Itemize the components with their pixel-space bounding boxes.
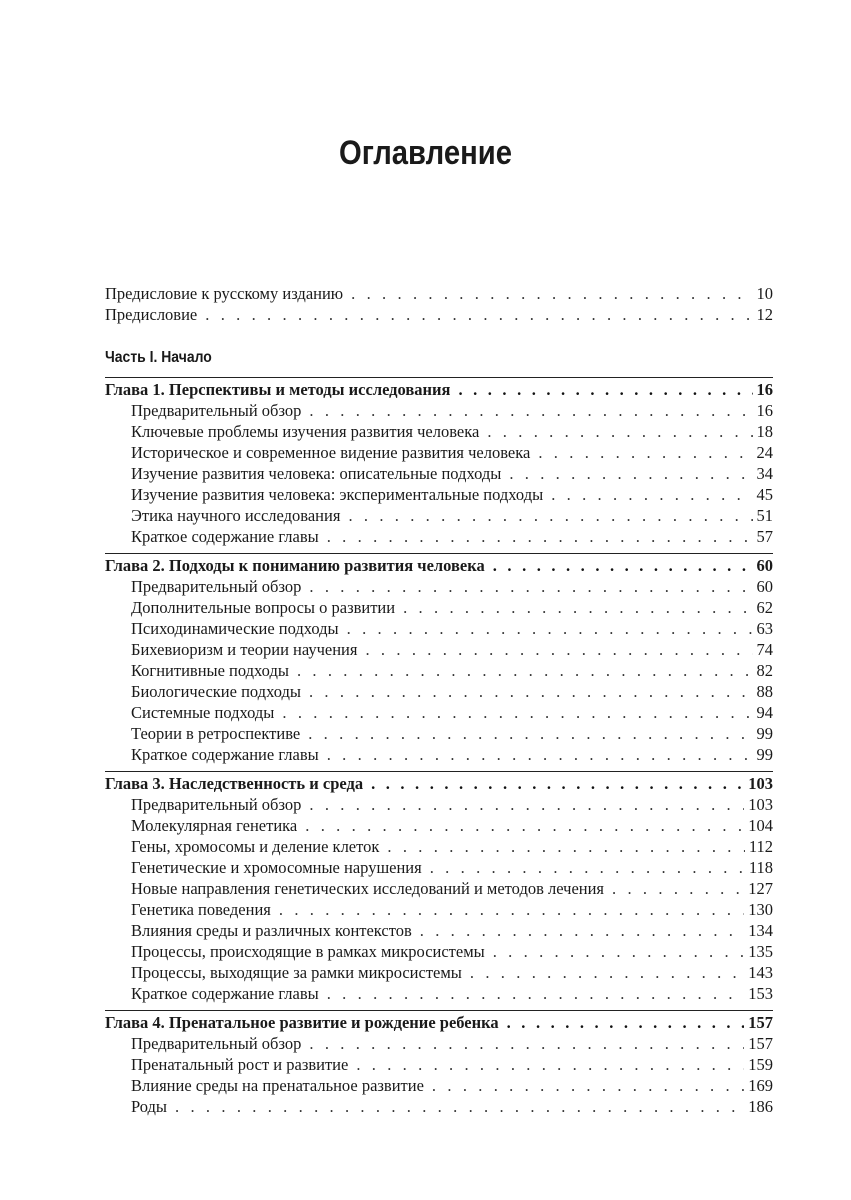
chapter-block	[105, 552, 773, 766]
section-entry[interactable]	[105, 505, 773, 526]
leader-dots	[308, 723, 752, 744]
section-label: Краткое содержание главы	[131, 527, 319, 546]
section-page: 169	[748, 1076, 773, 1095]
section-label: Генетические и хромосомные нарушения	[131, 858, 422, 877]
chapter-rule	[105, 377, 773, 378]
section-label: Психодинамические подходы	[131, 619, 339, 638]
toc-entry-page: 12	[756, 305, 773, 324]
section-label: Предварительный обзор	[131, 795, 302, 814]
section-label: Историческое и современное видение развития человека	[131, 443, 531, 462]
section-label: Гены, хромосомы и деление клеток	[131, 837, 380, 856]
chapter-label: Глава 4. Пренатальное развитие и рождение ребенка	[105, 1013, 499, 1032]
section-entry[interactable]	[105, 983, 773, 1004]
section-page: 99	[756, 724, 773, 743]
section-page: 63	[756, 619, 773, 638]
section-label: Влияние среды на пренатальное развитие	[131, 1076, 424, 1095]
leader-dots	[351, 283, 752, 304]
leader-dots	[432, 1075, 744, 1096]
leader-dots	[371, 773, 744, 794]
section-entry[interactable]	[105, 442, 773, 463]
section-label: Новые направления генетических исследований и методов лечения	[131, 879, 605, 898]
chapter-entry[interactable]	[105, 555, 773, 576]
leader-dots	[420, 920, 744, 941]
section-page: 104	[748, 816, 773, 835]
section-entry[interactable]	[105, 794, 773, 815]
leader-dots	[356, 1054, 744, 1075]
section-page: 74	[756, 640, 773, 659]
section-label: Пренатальный рост и развитие	[131, 1055, 349, 1074]
chapter-entry[interactable]	[105, 379, 773, 400]
section-label: Системные подходы	[131, 703, 275, 722]
section-page: 186	[748, 1097, 773, 1116]
section-entry[interactable]	[105, 815, 773, 836]
section-page: 112	[748, 837, 773, 856]
chapter-page: 103	[748, 774, 773, 793]
leader-dots	[458, 379, 752, 400]
chapter-block	[105, 1009, 773, 1118]
section-page: 118	[748, 858, 773, 877]
leader-dots	[309, 794, 744, 815]
section-entry[interactable]	[105, 1054, 773, 1075]
leader-dots	[612, 878, 744, 899]
leader-dots	[309, 400, 752, 421]
section-page: 143	[748, 963, 773, 982]
section-page: 82	[756, 661, 773, 680]
chapter-rule	[105, 553, 773, 554]
leader-dots	[327, 744, 753, 765]
section-label: Биологические подходы	[131, 682, 301, 701]
section-label: Ключевые проблемы изучения развития человека	[131, 422, 480, 441]
section-label: Бихевиоризм и теории научения	[131, 640, 358, 659]
section-entry[interactable]	[105, 941, 773, 962]
leader-dots	[538, 442, 752, 463]
leader-dots	[175, 1096, 744, 1117]
section-entry[interactable]	[105, 463, 773, 484]
section-label: Предварительный обзор	[131, 1034, 302, 1053]
section-page: 60	[756, 577, 773, 596]
section-label: Процессы, выходящие за рамки микросистемы	[131, 963, 462, 982]
section-entry[interactable]	[105, 526, 773, 547]
section-entry[interactable]	[105, 744, 773, 765]
leader-dots	[297, 660, 753, 681]
section-page: 157	[748, 1034, 773, 1053]
chapter-page: 16	[756, 380, 773, 399]
section-label: Предварительный обзор	[131, 577, 302, 596]
section-label: Этика научного исследования	[131, 506, 341, 525]
chapter-page: 157	[748, 1013, 773, 1032]
leader-dots	[403, 597, 752, 618]
chapter-label: Глава 3. Наследственность и среда	[105, 774, 364, 793]
leader-dots	[282, 702, 752, 723]
leader-dots	[309, 1033, 744, 1054]
toc-entry-label: Предисловие	[105, 305, 198, 324]
leader-dots	[551, 484, 752, 505]
section-entry[interactable]	[105, 1033, 773, 1054]
section-page: 62	[756, 598, 773, 617]
section-page: 159	[748, 1055, 773, 1074]
section-entry[interactable]	[105, 597, 773, 618]
chapter-label: Глава 1. Перспективы и методы исследования	[105, 380, 451, 399]
section-entry[interactable]	[105, 639, 773, 660]
section-entry[interactable]	[105, 576, 773, 597]
section-entry[interactable]	[105, 723, 773, 744]
section-page: 99	[756, 745, 773, 764]
section-entry[interactable]	[105, 962, 773, 983]
section-entry[interactable]	[105, 484, 773, 505]
section-entry[interactable]	[105, 421, 773, 442]
section-entry[interactable]	[105, 899, 773, 920]
section-page: 134	[748, 921, 773, 940]
section-page: 18	[756, 422, 773, 441]
section-label: Краткое содержание главы	[131, 745, 319, 764]
leader-dots	[387, 836, 744, 857]
section-entry[interactable]	[105, 878, 773, 899]
leader-dots	[493, 941, 745, 962]
section-page: 51	[756, 506, 773, 525]
section-entry[interactable]	[105, 920, 773, 941]
section-entry[interactable]	[105, 857, 773, 878]
section-page: 34	[756, 464, 773, 483]
section-label: Процессы, происходящие в рамках микросистемы	[131, 942, 485, 961]
leader-dots	[327, 526, 753, 547]
front-matter	[105, 283, 773, 325]
section-label: Генетика поведения	[131, 900, 271, 919]
section-entry[interactable]	[105, 660, 773, 681]
section-entry[interactable]	[105, 1075, 773, 1096]
section-label: Изучение развития человека: экспериментальные подходы	[131, 485, 544, 504]
leader-dots	[430, 857, 745, 878]
section-label: Когнитивные подходы	[131, 661, 289, 680]
section-label: Теории в ретроспективе	[131, 724, 301, 743]
toc-entry-label: Предисловие к русскому изданию	[105, 284, 344, 303]
section-label: Краткое содержание главы	[131, 984, 319, 1003]
leader-dots	[347, 618, 753, 639]
leader-dots	[205, 304, 752, 325]
section-entry[interactable]	[105, 618, 773, 639]
section-entry[interactable]	[105, 400, 773, 421]
section-page: 153	[748, 984, 773, 1003]
section-label: Влияния среды и различных контекстов	[131, 921, 412, 940]
leader-dots	[327, 983, 745, 1004]
chapter-rule	[105, 771, 773, 772]
section-label: Предварительный обзор	[131, 401, 302, 420]
chapter-page: 60	[756, 556, 773, 575]
chapter-block	[105, 376, 773, 548]
leader-dots	[493, 555, 753, 576]
leader-dots	[487, 421, 752, 442]
section-label: Роды	[131, 1097, 168, 1116]
section-page: 24	[756, 443, 773, 462]
leader-dots	[507, 1012, 745, 1033]
chapter-entry[interactable]	[105, 1012, 773, 1033]
leader-dots	[348, 505, 752, 526]
section-page: 127	[748, 879, 773, 898]
toc-entry-page: 10	[756, 284, 773, 303]
section-page: 16	[756, 401, 773, 420]
section-entry[interactable]	[105, 836, 773, 857]
section-page: 57	[756, 527, 773, 546]
chapter-rule	[105, 1010, 773, 1011]
table-of-contents	[105, 283, 773, 1118]
section-page: 88	[756, 682, 773, 701]
leader-dots	[305, 815, 744, 836]
section-page: 135	[748, 942, 773, 961]
section-entry[interactable]	[105, 1096, 773, 1117]
part-heading: Часть I. Начало	[105, 349, 212, 366]
chapter-block	[105, 770, 773, 1005]
toc-entry[interactable]	[105, 283, 773, 304]
section-page: 45	[756, 485, 773, 504]
leader-dots	[309, 576, 752, 597]
section-label: Изучение развития человека: описательные подходы	[131, 464, 502, 483]
leader-dots	[470, 962, 744, 983]
chapter-entry[interactable]	[105, 773, 773, 794]
toc-entry[interactable]	[105, 304, 773, 325]
section-page: 130	[748, 900, 773, 919]
leader-dots	[509, 463, 752, 484]
section-label: Молекулярная генетика	[131, 816, 298, 835]
section-page: 94	[756, 703, 773, 722]
chapter-label: Глава 2. Подходы к пониманию развития человека	[105, 556, 485, 575]
section-entry[interactable]	[105, 681, 773, 702]
leader-dots	[279, 899, 744, 920]
section-page: 103	[748, 795, 773, 814]
section-label: Дополнительные вопросы о развитии	[131, 598, 396, 617]
section-entry[interactable]	[105, 702, 773, 723]
leader-dots	[365, 639, 752, 660]
leader-dots	[309, 681, 753, 702]
page-title: Оглавление	[339, 134, 512, 172]
